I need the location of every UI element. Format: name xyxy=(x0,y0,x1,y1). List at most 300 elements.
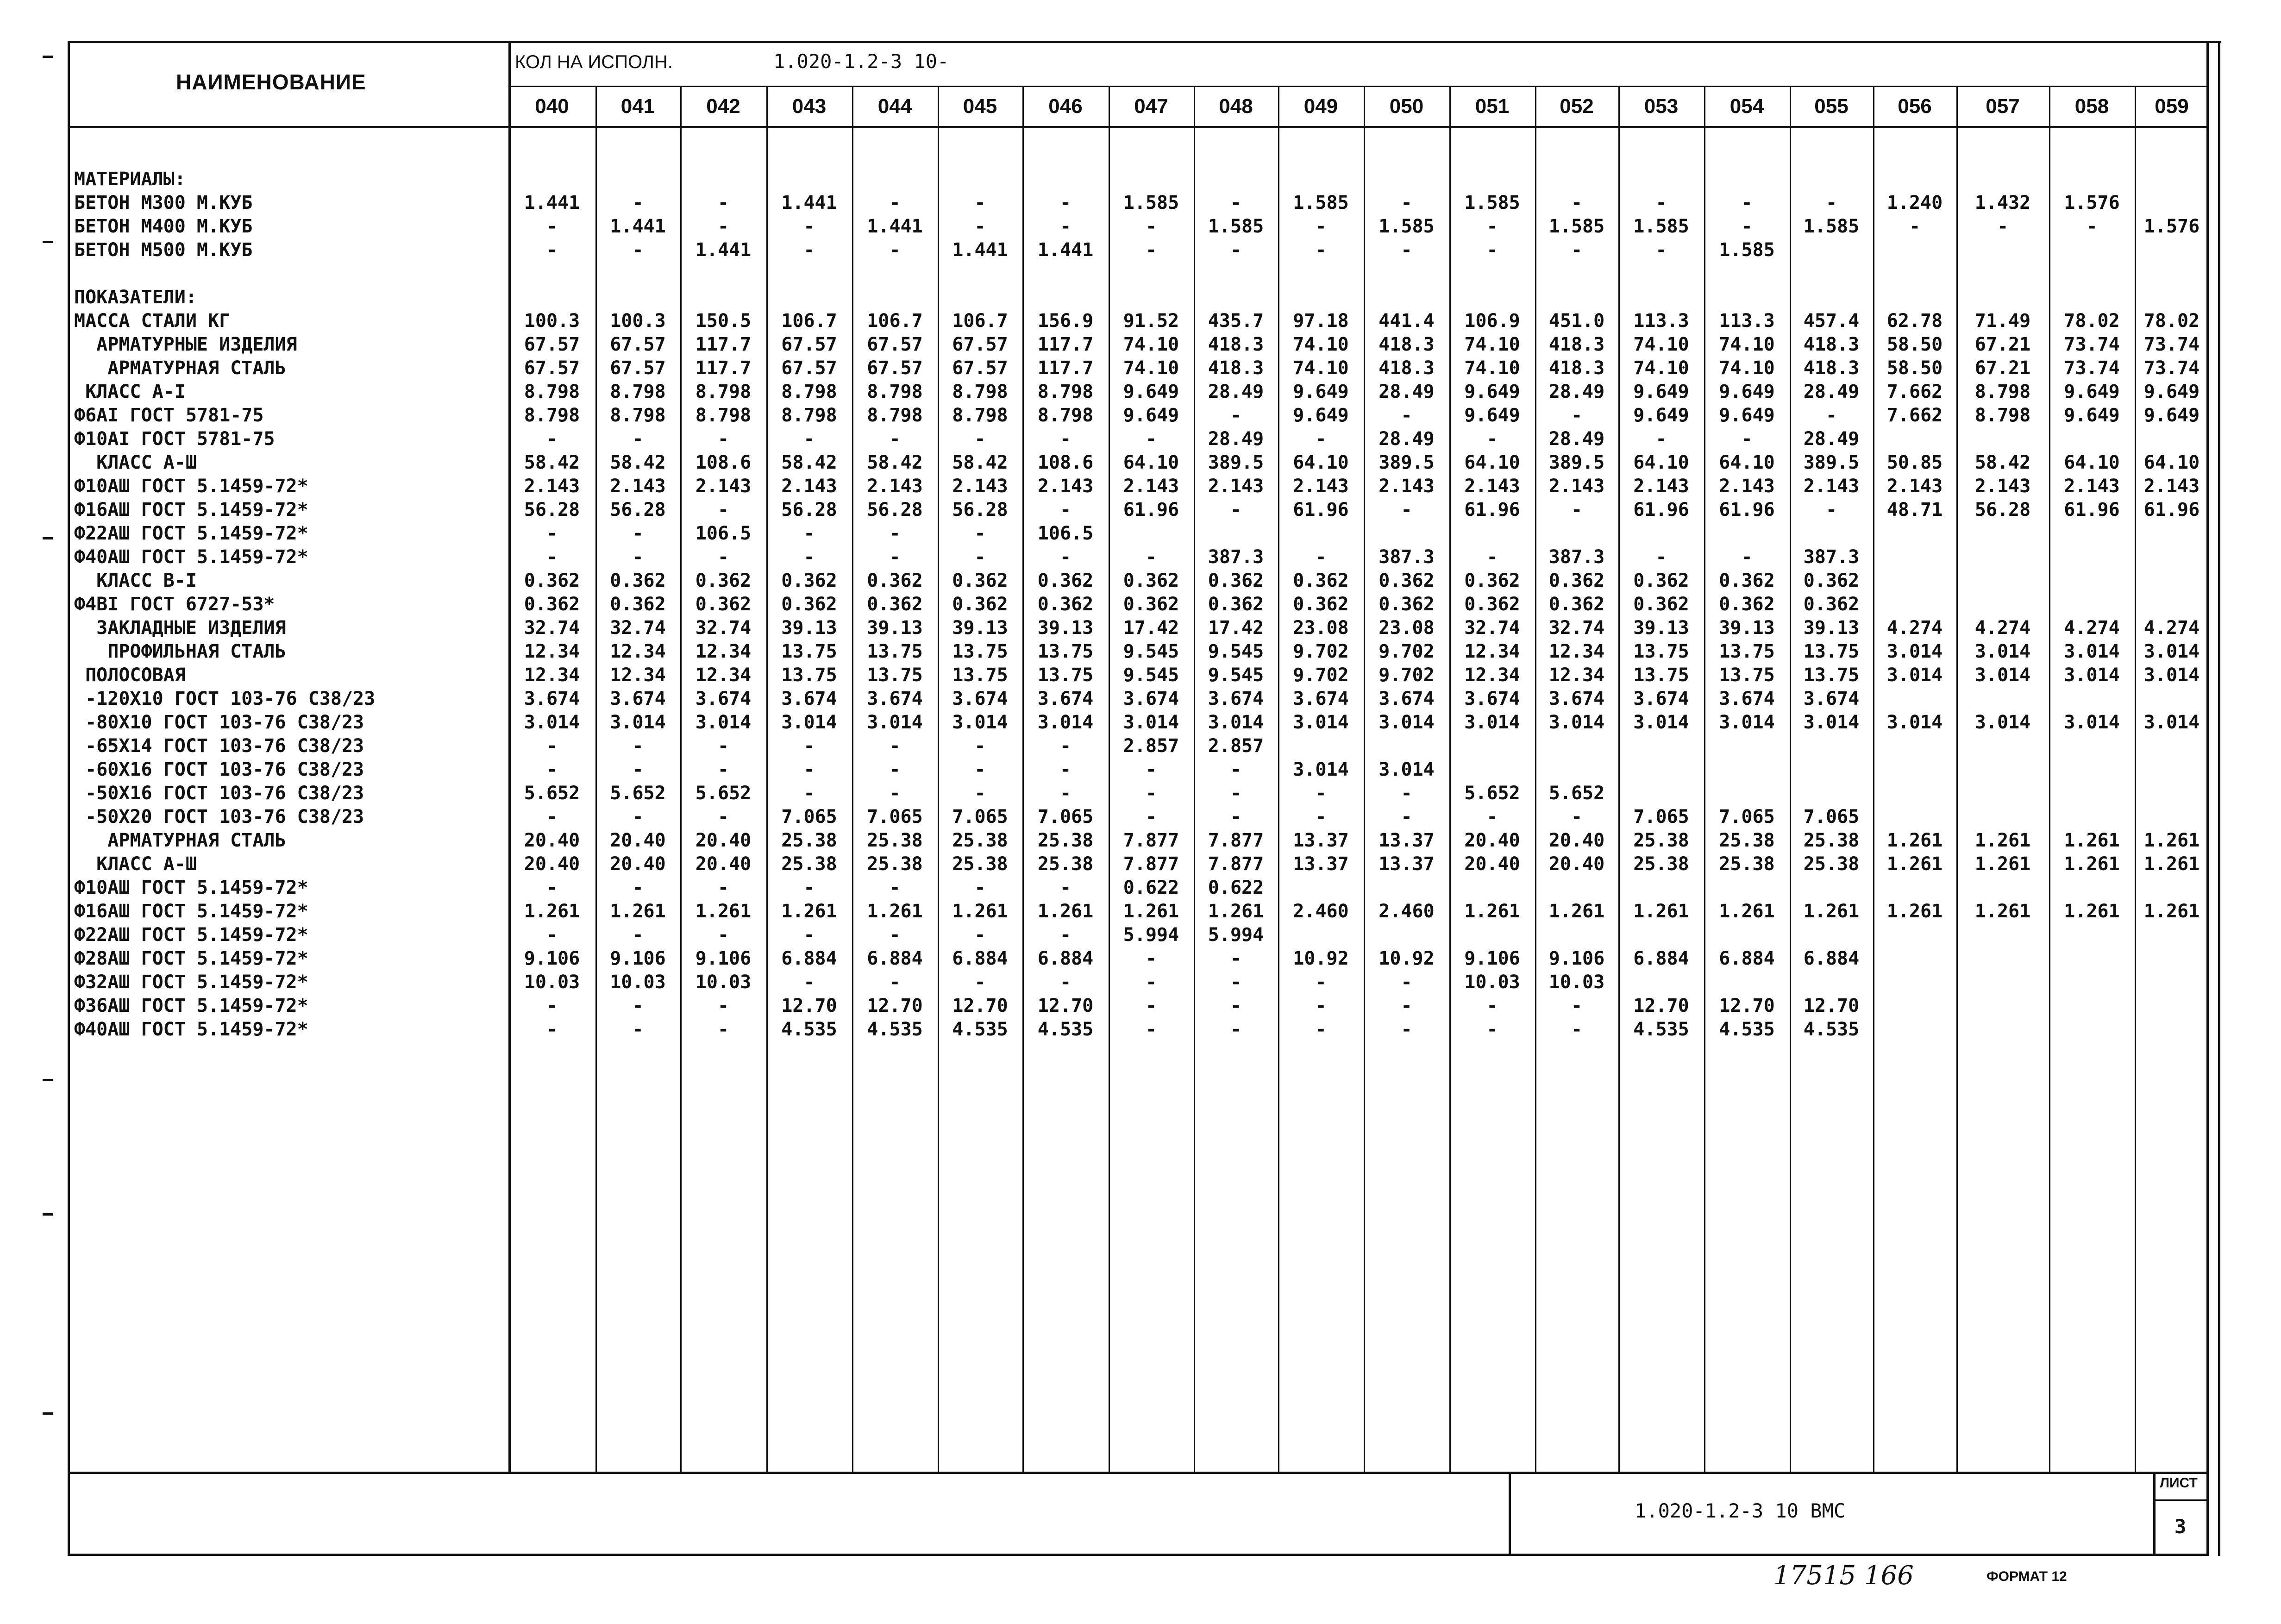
table-cell: 61.96 xyxy=(1464,499,1520,520)
table-cell: 9.649 xyxy=(1123,381,1179,402)
table-cell: 457.4 xyxy=(1803,310,1860,332)
table-cell: 9.702 xyxy=(1379,665,1435,686)
table-cell: 3.014 xyxy=(2143,641,2200,662)
row-label: Ф28АШ ГОСТ 5.1459-72* xyxy=(74,948,308,969)
table-cell: - xyxy=(717,1019,729,1040)
row-label: Ф16АШ ГОСТ 5.1459-72* xyxy=(74,901,308,922)
table-cell: 2.143 xyxy=(1886,476,1943,497)
table-cell: 50.85 xyxy=(1886,452,1943,473)
table-cell: 17.42 xyxy=(1123,617,1179,639)
table-cell: - xyxy=(1315,972,1327,993)
table-cell: 9.702 xyxy=(1293,641,1349,662)
table-cell: 28.49 xyxy=(1803,428,1860,450)
table-cell: 3.014 xyxy=(1379,712,1435,733)
table-cell: - xyxy=(1401,405,1412,426)
margin-tick xyxy=(43,1079,53,1081)
table-cell: 1.261 xyxy=(867,901,923,922)
table-cell: 10.03 xyxy=(1464,972,1520,993)
table-cell: 0.362 xyxy=(610,594,666,615)
table-cell: 156.9 xyxy=(1037,310,1094,332)
table-cell: 3.014 xyxy=(1974,712,2031,733)
table-cell: 1.261 xyxy=(1974,830,2031,851)
column-number: 056 xyxy=(1898,95,1932,118)
table-cell: - xyxy=(1315,546,1327,568)
row-label: КЛАСС А-I xyxy=(74,381,186,402)
stamp-doc-code: 1.020-1.2-3 10 ВМС xyxy=(1635,1499,1846,1522)
row-label: Ф10АШ ГОСТ 5.1459-72* xyxy=(74,877,308,898)
table-cell: 4.274 xyxy=(1974,617,2031,639)
column-number: 059 xyxy=(2155,95,2189,118)
table-cell: - xyxy=(717,546,729,568)
table-cell: 2.143 xyxy=(1379,476,1435,497)
table-cell: 64.10 xyxy=(2064,452,2120,473)
table-cell: 61.96 xyxy=(1123,499,1179,520)
table-cell: 25.38 xyxy=(952,853,1008,875)
table-cell: 13.37 xyxy=(1293,853,1349,875)
table-cell: 5.652 xyxy=(695,783,752,804)
table-cell: - xyxy=(803,216,815,237)
table-cell: - xyxy=(1145,1019,1157,1040)
column-divider xyxy=(766,86,768,1472)
row-label: -50Х20 ГОСТ 103-76 С38/23 xyxy=(74,806,364,828)
table-cell: 1.441 xyxy=(695,239,752,261)
table-cell: 12.70 xyxy=(867,995,923,1016)
table-cell: - xyxy=(974,877,986,898)
table-cell: - xyxy=(1059,192,1072,213)
table-cell: - xyxy=(632,1019,644,1040)
table-cell: 39.13 xyxy=(867,617,923,639)
table-cell: 3.674 xyxy=(781,688,837,709)
table-cell: 1.441 xyxy=(952,239,1008,261)
table-cell: 3.014 xyxy=(1293,759,1349,780)
table-cell: 4.535 xyxy=(781,1019,837,1040)
column-number: 042 xyxy=(706,95,740,118)
row-label: ПРОФИЛЬНАЯ СТАЛЬ xyxy=(74,641,286,662)
table-cell: 6.884 xyxy=(952,948,1008,969)
table-cell: - xyxy=(1909,216,1921,237)
table-cell: 3.014 xyxy=(781,712,837,733)
table-cell: - xyxy=(1230,995,1242,1016)
table-cell: 0.362 xyxy=(610,570,666,591)
table-cell: 39.13 xyxy=(1803,617,1860,639)
table-cell: 9.649 xyxy=(2143,405,2200,426)
table-cell: - xyxy=(1059,783,1072,804)
table-cell: 28.49 xyxy=(1379,381,1435,402)
table-cell: 9.649 xyxy=(2143,381,2200,402)
table-cell: 106.7 xyxy=(952,310,1008,332)
table-cell: - xyxy=(546,924,558,946)
table-cell: 97.18 xyxy=(1293,310,1349,332)
table-cell: 10.92 xyxy=(1379,948,1435,969)
row-label: КЛАСС А-Ш xyxy=(74,853,197,875)
table-cell: 3.014 xyxy=(695,712,752,733)
table-cell: - xyxy=(1486,1019,1498,1040)
table-cell: - xyxy=(1230,759,1242,780)
table-cell: 64.10 xyxy=(1293,452,1349,473)
table-cell: 58.42 xyxy=(952,452,1008,473)
table-cell: 9.106 xyxy=(524,948,580,969)
table-cell: 8.798 xyxy=(695,381,752,402)
table-cell: 0.362 xyxy=(524,570,580,591)
table-cell: 0.362 xyxy=(1123,570,1179,591)
table-cell: 2.143 xyxy=(1803,476,1860,497)
column-number: 048 xyxy=(1219,95,1253,118)
table-cell: - xyxy=(1059,759,1072,780)
table-cell: - xyxy=(632,735,644,757)
row-label: Ф22АШ ГОСТ 5.1459-72* xyxy=(74,924,308,946)
table-cell: 25.38 xyxy=(1803,830,1860,851)
table-cell: 7.877 xyxy=(1208,853,1264,875)
table-cell: - xyxy=(1401,806,1412,828)
table-cell: 8.798 xyxy=(1974,405,2031,426)
table-cell: - xyxy=(546,216,558,237)
table-cell: 67.57 xyxy=(781,357,837,379)
table-cell: - xyxy=(2086,216,2098,237)
handwritten-number: 17515 166 xyxy=(1773,1561,1914,1591)
table-cell: 418.3 xyxy=(1548,334,1605,355)
table-cell: 1.261 xyxy=(1974,901,2031,922)
table-cell: 8.798 xyxy=(952,405,1008,426)
table-cell: 67.57 xyxy=(952,334,1008,355)
table-cell: 2.143 xyxy=(1719,476,1775,497)
table-cell: 1.261 xyxy=(1464,901,1520,922)
table-cell: - xyxy=(1401,1019,1412,1040)
table-cell: 64.10 xyxy=(1123,452,1179,473)
table-cell: 0.362 xyxy=(1208,594,1264,615)
table-cell: 0.362 xyxy=(1803,594,1860,615)
table-cell: - xyxy=(1825,192,1837,213)
top-frame-edge xyxy=(68,41,2221,43)
table-cell: 67.57 xyxy=(781,334,837,355)
table-cell: 1.585 xyxy=(1719,239,1775,261)
row-label: Ф16АШ ГОСТ 5.1459-72* xyxy=(74,499,308,520)
table-cell: 1.576 xyxy=(2143,216,2200,237)
table-cell: 9.649 xyxy=(1633,381,1689,402)
table-cell: 1.261 xyxy=(524,901,580,922)
table-cell: 2.857 xyxy=(1123,735,1179,757)
table-cell: 0.362 xyxy=(1633,594,1689,615)
table-cell: - xyxy=(889,783,901,804)
table-cell: 3.674 xyxy=(1464,688,1520,709)
table-cell: 10.03 xyxy=(524,972,580,993)
table-cell: 6.884 xyxy=(1037,948,1094,969)
table-cell: 3.014 xyxy=(1803,712,1860,733)
table-cell: 7.065 xyxy=(1037,806,1094,828)
stamp-sheet-line xyxy=(2153,1499,2209,1501)
table-cell: 100.3 xyxy=(610,310,666,332)
format-label: ФОРМАТ 12 xyxy=(1986,1569,2067,1584)
table-cell: 0.362 xyxy=(695,594,752,615)
table-cell: - xyxy=(1230,972,1242,993)
table-cell: 13.75 xyxy=(1633,665,1689,686)
table-cell: 10.92 xyxy=(1293,948,1349,969)
table-cell: 9.545 xyxy=(1123,641,1179,662)
table-cell: 4.535 xyxy=(1037,1019,1094,1040)
table-cell: - xyxy=(1401,499,1412,520)
table-cell: - xyxy=(1059,924,1072,946)
table-cell: 1.261 xyxy=(1974,853,2031,875)
table-cell: 106.9 xyxy=(1464,310,1520,332)
table-cell: - xyxy=(803,972,815,993)
table-cell: 1.261 xyxy=(1719,901,1775,922)
table-cell: 20.40 xyxy=(695,853,752,875)
table-cell: 13.75 xyxy=(952,641,1008,662)
table-cell: 0.362 xyxy=(1293,570,1349,591)
stamp-left-line xyxy=(1509,1472,1511,1556)
table-cell: 8.798 xyxy=(524,381,580,402)
table-cell: 2.460 xyxy=(1293,901,1349,922)
table-cell: 8.798 xyxy=(867,381,923,402)
table-cell: 1.585 xyxy=(1633,216,1689,237)
table-cell: - xyxy=(1655,546,1667,568)
table-cell: 25.38 xyxy=(867,830,923,851)
table-cell: 2.143 xyxy=(1633,476,1689,497)
table-cell: 150.5 xyxy=(695,310,752,332)
table-cell: - xyxy=(1315,428,1327,450)
table-cell: 1.585 xyxy=(1208,216,1264,237)
sheet-label: ЛИСТ xyxy=(2160,1475,2198,1491)
table-cell: 2.143 xyxy=(781,476,837,497)
table-cell: 9.545 xyxy=(1208,641,1264,662)
table-cell: 6.884 xyxy=(867,948,923,969)
table-cell: 8.798 xyxy=(952,381,1008,402)
table-cell: 13.37 xyxy=(1379,853,1435,875)
table-cell: 12.34 xyxy=(524,641,580,662)
table-cell: 67.57 xyxy=(867,357,923,379)
table-cell: - xyxy=(546,546,558,568)
table-cell: 13.75 xyxy=(867,641,923,662)
table-cell: 117.7 xyxy=(1037,334,1094,355)
table-cell: - xyxy=(889,428,901,450)
stamp-sheet-divider xyxy=(2153,1472,2156,1556)
table-cell: 3.674 xyxy=(1123,688,1179,709)
table-cell: 1.441 xyxy=(1037,239,1094,261)
row-label: Ф40АШ ГОСТ 5.1459-72* xyxy=(74,1019,308,1040)
table-cell: 13.75 xyxy=(1803,641,1860,662)
table-cell: 7.877 xyxy=(1123,853,1179,875)
table-cell: 61.96 xyxy=(2064,499,2120,520)
table-cell: 58.42 xyxy=(781,452,837,473)
table-cell: 56.28 xyxy=(781,499,837,520)
table-cell: 3.014 xyxy=(2143,665,2200,686)
table-cell: 20.40 xyxy=(695,830,752,851)
row-label: БЕТОН М300 М.КУБ xyxy=(74,192,253,213)
table-cell: - xyxy=(974,924,986,946)
table-cell: 25.38 xyxy=(1719,830,1775,851)
table-cell: 8.798 xyxy=(524,405,580,426)
column-number: 051 xyxy=(1475,95,1510,118)
table-cell: - xyxy=(1401,972,1412,993)
table-cell: 0.362 xyxy=(1037,594,1094,615)
table-cell: - xyxy=(1401,239,1412,261)
table-cell: 451.0 xyxy=(1548,310,1605,332)
table-cell: 13.37 xyxy=(1293,830,1349,851)
table-cell: - xyxy=(974,783,986,804)
table-cell: - xyxy=(1571,995,1583,1016)
table-cell: 7.065 xyxy=(952,806,1008,828)
table-cell: - xyxy=(889,192,901,213)
table-cell: 3.014 xyxy=(610,712,666,733)
table-cell: - xyxy=(974,972,986,993)
table-cell: 20.40 xyxy=(1548,830,1605,851)
table-cell: 58.50 xyxy=(1886,357,1943,379)
table-cell: 1.261 xyxy=(1886,901,1943,922)
table-cell: 1.441 xyxy=(867,216,923,237)
table-cell: - xyxy=(632,428,644,450)
table-cell: 1.585 xyxy=(1803,216,1860,237)
row-label: -50Х16 ГОСТ 103-76 С38/23 xyxy=(74,783,364,804)
table-cell: 61.96 xyxy=(1293,499,1349,520)
table-cell: - xyxy=(717,216,729,237)
table-cell: 3.014 xyxy=(1886,712,1943,733)
table-cell: 73.74 xyxy=(2064,357,2120,379)
table-cell: - xyxy=(974,735,986,757)
table-cell: 13.37 xyxy=(1379,830,1435,851)
table-cell: 48.71 xyxy=(1886,499,1943,520)
table-cell: - xyxy=(1571,405,1583,426)
table-cell: 2.857 xyxy=(1208,735,1264,757)
table-cell: - xyxy=(1145,546,1157,568)
row-label: БЕТОН М400 М.КУБ xyxy=(74,216,253,237)
table-cell: 13.75 xyxy=(1037,665,1094,686)
table-cell: 28.49 xyxy=(1803,381,1860,402)
row-label: Ф22АШ ГОСТ 5.1459-72* xyxy=(74,523,308,544)
table-cell: 3.674 xyxy=(1293,688,1349,709)
table-cell: 441.4 xyxy=(1379,310,1435,332)
table-cell: 2.143 xyxy=(610,476,666,497)
table-cell: 74.10 xyxy=(1293,357,1349,379)
table-cell: 67.21 xyxy=(1974,357,2031,379)
table-cell: 1.261 xyxy=(1037,901,1094,922)
table-cell: 20.40 xyxy=(524,830,580,851)
table-cell: - xyxy=(974,216,986,237)
table-cell: - xyxy=(1741,428,1753,450)
table-cell: - xyxy=(1059,877,1072,898)
table-cell: 28.49 xyxy=(1379,428,1435,450)
table-cell: 56.28 xyxy=(1974,499,2031,520)
table-cell: - xyxy=(1059,499,1072,520)
table-cell: 12.34 xyxy=(1464,641,1520,662)
table-cell: - xyxy=(717,735,729,757)
column-number: 052 xyxy=(1560,95,1594,118)
table-cell: 1.441 xyxy=(524,192,580,213)
table-cell: 32.74 xyxy=(695,617,752,639)
table-cell: 3.014 xyxy=(1974,641,2031,662)
table-cell: 20.40 xyxy=(1464,853,1520,875)
table-cell: 1.261 xyxy=(2064,830,2120,851)
column-divider xyxy=(1278,86,1279,1472)
table-cell: 9.649 xyxy=(1719,381,1775,402)
table-cell: - xyxy=(803,546,815,568)
table-cell: 1.261 xyxy=(1886,853,1943,875)
table-cell: 20.40 xyxy=(524,853,580,875)
table-cell: 9.649 xyxy=(1293,405,1349,426)
table-cell: 1.432 xyxy=(1974,192,2031,213)
table-cell: 2.143 xyxy=(1548,476,1605,497)
table-cell: 1.261 xyxy=(1123,901,1179,922)
table-cell: - xyxy=(546,239,558,261)
table-cell: 74.10 xyxy=(1123,357,1179,379)
column-divider xyxy=(852,86,853,1472)
table-cell: 435.7 xyxy=(1208,310,1264,332)
table-cell: 25.38 xyxy=(1803,853,1860,875)
stamp-top-line xyxy=(68,1472,2209,1474)
table-cell: 56.28 xyxy=(952,499,1008,520)
row-label: Ф32АШ ГОСТ 5.1459-72* xyxy=(74,972,308,993)
table-cell: - xyxy=(1145,216,1157,237)
table-cell: 20.40 xyxy=(1464,830,1520,851)
table-cell: 3.674 xyxy=(1208,688,1264,709)
table-cell: 1.261 xyxy=(1803,901,1860,922)
table-cell: 4.274 xyxy=(2064,617,2120,639)
table-cell: 39.13 xyxy=(781,617,837,639)
table-cell: - xyxy=(1059,546,1072,568)
table-cell: - xyxy=(1230,783,1242,804)
table-cell: 0.362 xyxy=(952,570,1008,591)
table-cell: 13.75 xyxy=(1803,665,1860,686)
table-cell: - xyxy=(889,735,901,757)
table-cell: 28.49 xyxy=(1548,381,1605,402)
table-cell: - xyxy=(1230,1019,1242,1040)
table-cell: - xyxy=(889,924,901,946)
table-cell: 13.75 xyxy=(781,665,837,686)
table-cell: 1.261 xyxy=(1208,901,1264,922)
table-cell: 13.75 xyxy=(1719,665,1775,686)
table-cell: 1.261 xyxy=(1548,901,1605,922)
table-cell: 7.065 xyxy=(867,806,923,828)
table-cell: - xyxy=(803,877,815,898)
table-cell: 91.52 xyxy=(1123,310,1179,332)
table-cell: 0.362 xyxy=(1548,570,1605,591)
table-cell: 0.362 xyxy=(952,594,1008,615)
table-cell: 6.884 xyxy=(1719,948,1775,969)
table-cell: 106.5 xyxy=(1037,523,1094,544)
table-cell: 3.674 xyxy=(1037,688,1094,709)
table-cell: - xyxy=(1059,428,1072,450)
table-cell: 8.798 xyxy=(867,405,923,426)
table-cell: 7.065 xyxy=(1803,806,1860,828)
table-cell: - xyxy=(1571,239,1583,261)
table-cell: 10.03 xyxy=(695,972,752,993)
table-cell: 1.261 xyxy=(1633,901,1689,922)
table-cell: - xyxy=(1315,806,1327,828)
table-cell: - xyxy=(1145,972,1157,993)
table-cell: - xyxy=(889,877,901,898)
table-cell: 7.662 xyxy=(1886,381,1943,402)
table-cell: 2.143 xyxy=(524,476,580,497)
table-cell: 67.21 xyxy=(1974,334,2031,355)
table-cell: 0.362 xyxy=(781,570,837,591)
table-cell: 67.57 xyxy=(867,334,923,355)
row-label: Ф6АI ГОСТ 5781-75 xyxy=(74,405,264,426)
table-cell: 74.10 xyxy=(1633,357,1689,379)
table-cell: 1.576 xyxy=(2064,192,2120,213)
header-sub-line xyxy=(508,86,2209,87)
row-label: ПОЛОСОВАЯ xyxy=(74,665,186,686)
table-cell: 3.674 xyxy=(952,688,1008,709)
table-cell: - xyxy=(1315,783,1327,804)
column-number: 040 xyxy=(535,95,569,118)
table-cell: 4.535 xyxy=(867,1019,923,1040)
table-cell: - xyxy=(1401,192,1412,213)
table-cell: 7.065 xyxy=(1719,806,1775,828)
table-cell: 61.96 xyxy=(2143,499,2200,520)
table-cell: - xyxy=(717,759,729,780)
table-cell: - xyxy=(1315,239,1327,261)
table-cell: 2.143 xyxy=(1464,476,1520,497)
table-cell: 25.38 xyxy=(952,830,1008,851)
table-cell: 418.3 xyxy=(1548,357,1605,379)
